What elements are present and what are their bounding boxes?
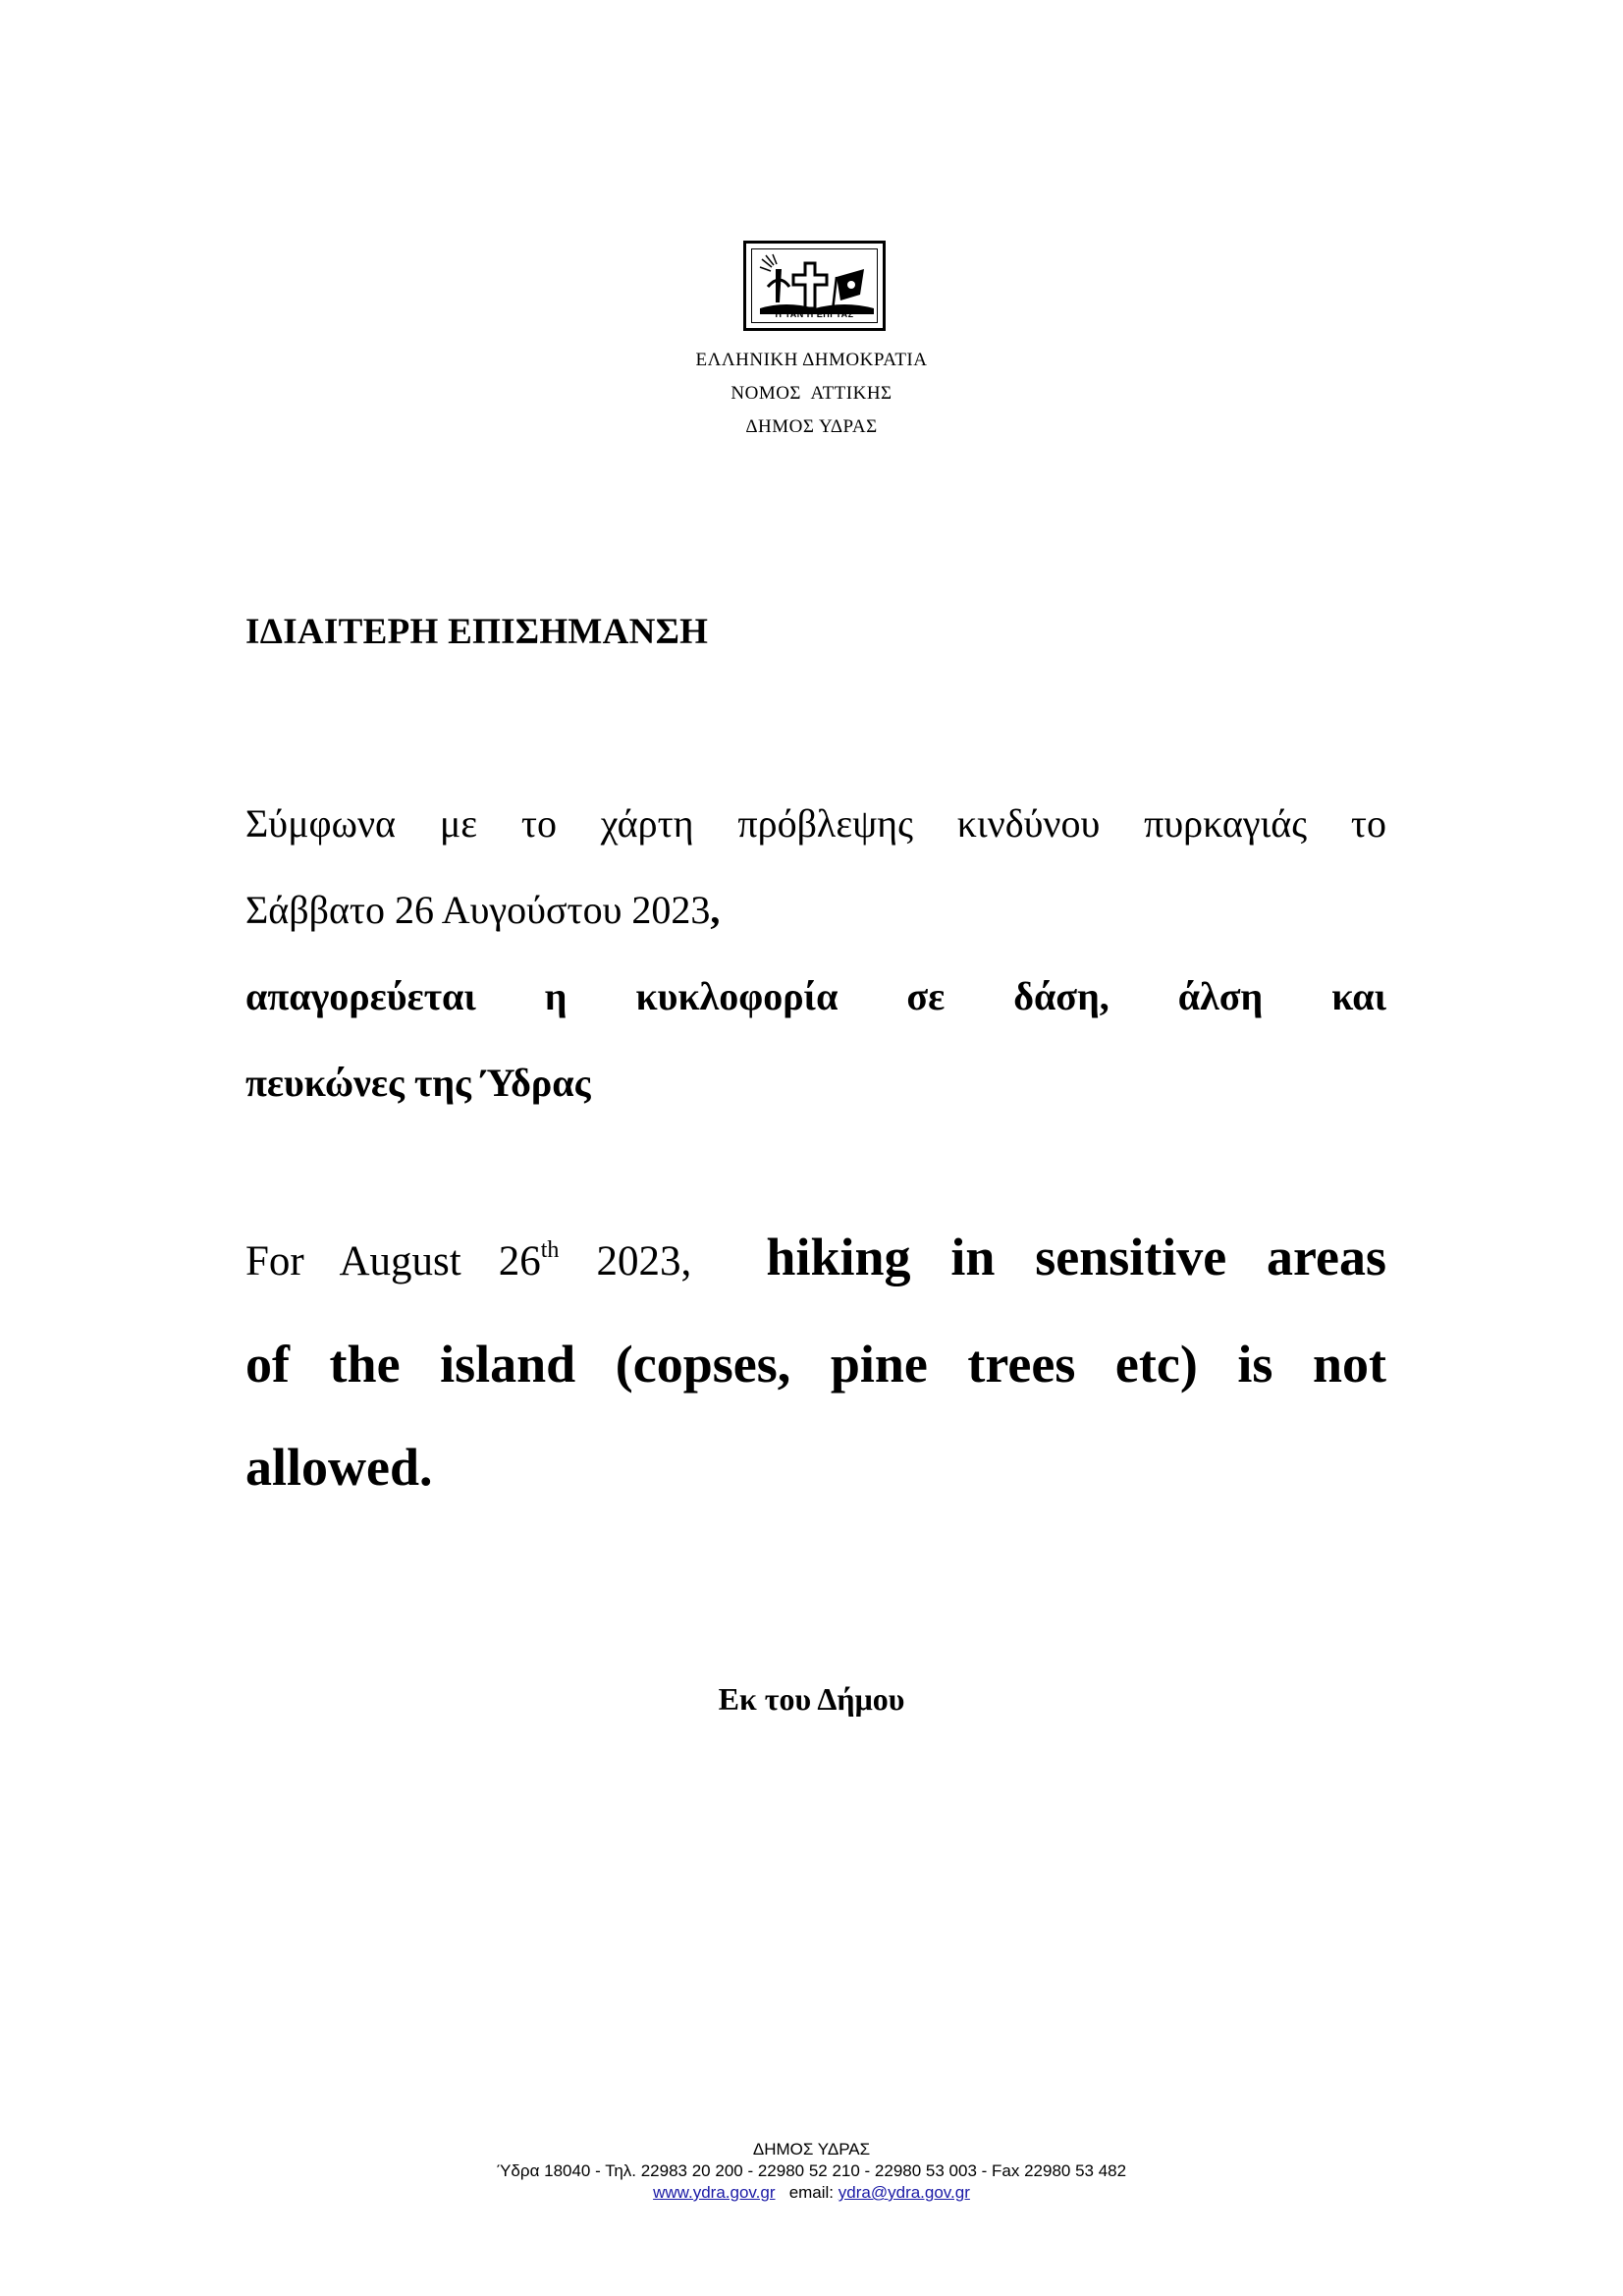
footer-contact: Ύδρα 18040 - Τηλ. 22983 20 200 - 22980 52 210 - 22980 53 003 - Fax 22980 53 482 bbox=[496, 2161, 1127, 2180]
logo-motto: Η ΤΑΝ Η ΕΠΙ ΤΑΣ bbox=[775, 309, 854, 319]
english-bold-line-3: allowed. bbox=[245, 1438, 433, 1497]
english-notice bbox=[245, 1206, 1386, 1519]
email-link[interactable]: ydra@ydra.gov.gr bbox=[838, 2183, 970, 2202]
greek-line-3: απαγορεύεται η κυκλοφορία σε δάση, άλση και bbox=[245, 974, 1386, 1018]
footer bbox=[0, 2139, 1623, 2204]
english-intro-prefix: For August 26 bbox=[245, 1238, 541, 1285]
municipality-logo bbox=[743, 241, 886, 331]
issuer-header bbox=[0, 344, 1623, 444]
header-country: ΕΛΛΗΝΙΚΗ ΔΗΜΟΚΡΑΤΙΑ bbox=[695, 350, 928, 370]
hydra-emblem-icon bbox=[746, 244, 889, 334]
header-municipality: ΔΗΜΟΣ ΥΔΡΑΣ bbox=[745, 416, 878, 437]
greek-date-comma: , bbox=[710, 888, 721, 932]
english-bold-line-1: hiking in sensitive areas bbox=[766, 1228, 1386, 1286]
english-line-1 bbox=[245, 1206, 1386, 1313]
greek-date: Σάββατο 26 Αυγούστου 2023 bbox=[245, 888, 711, 932]
footer-links bbox=[0, 2182, 1623, 2204]
english-bold-line-2: of the island (copses, pine trees etc) is not bbox=[245, 1335, 1386, 1394]
english-intro-suffix: 2023, bbox=[559, 1238, 692, 1285]
email-label: email: bbox=[788, 2183, 835, 2202]
signature: Εκ του Δήμου bbox=[718, 1681, 905, 1717]
header-prefecture: ΝΟΜΟΣ ΑΤΤΙΚΗΣ bbox=[730, 383, 893, 404]
footer-municipality: ΔΗΜΟΣ ΥΔΡΑΣ bbox=[752, 2140, 871, 2159]
greek-line-2 bbox=[245, 867, 1386, 954]
english-intro-sup: th bbox=[540, 1237, 560, 1263]
greek-line-1: Σύμφωνα με το χάρτη πρόβλεψης κινδύνου πυρκαγιάς το bbox=[245, 801, 1386, 846]
website-link[interactable]: www.ydra.gov.gr bbox=[653, 2183, 776, 2202]
greek-line-4: πευκώνες της Ύδρας bbox=[245, 1061, 591, 1105]
greek-notice bbox=[245, 781, 1386, 1126]
notice-title: ΙΔΙΑΙΤΕΡΗ ΕΠΙΣΗΜΑΝΣΗ bbox=[245, 612, 709, 652]
